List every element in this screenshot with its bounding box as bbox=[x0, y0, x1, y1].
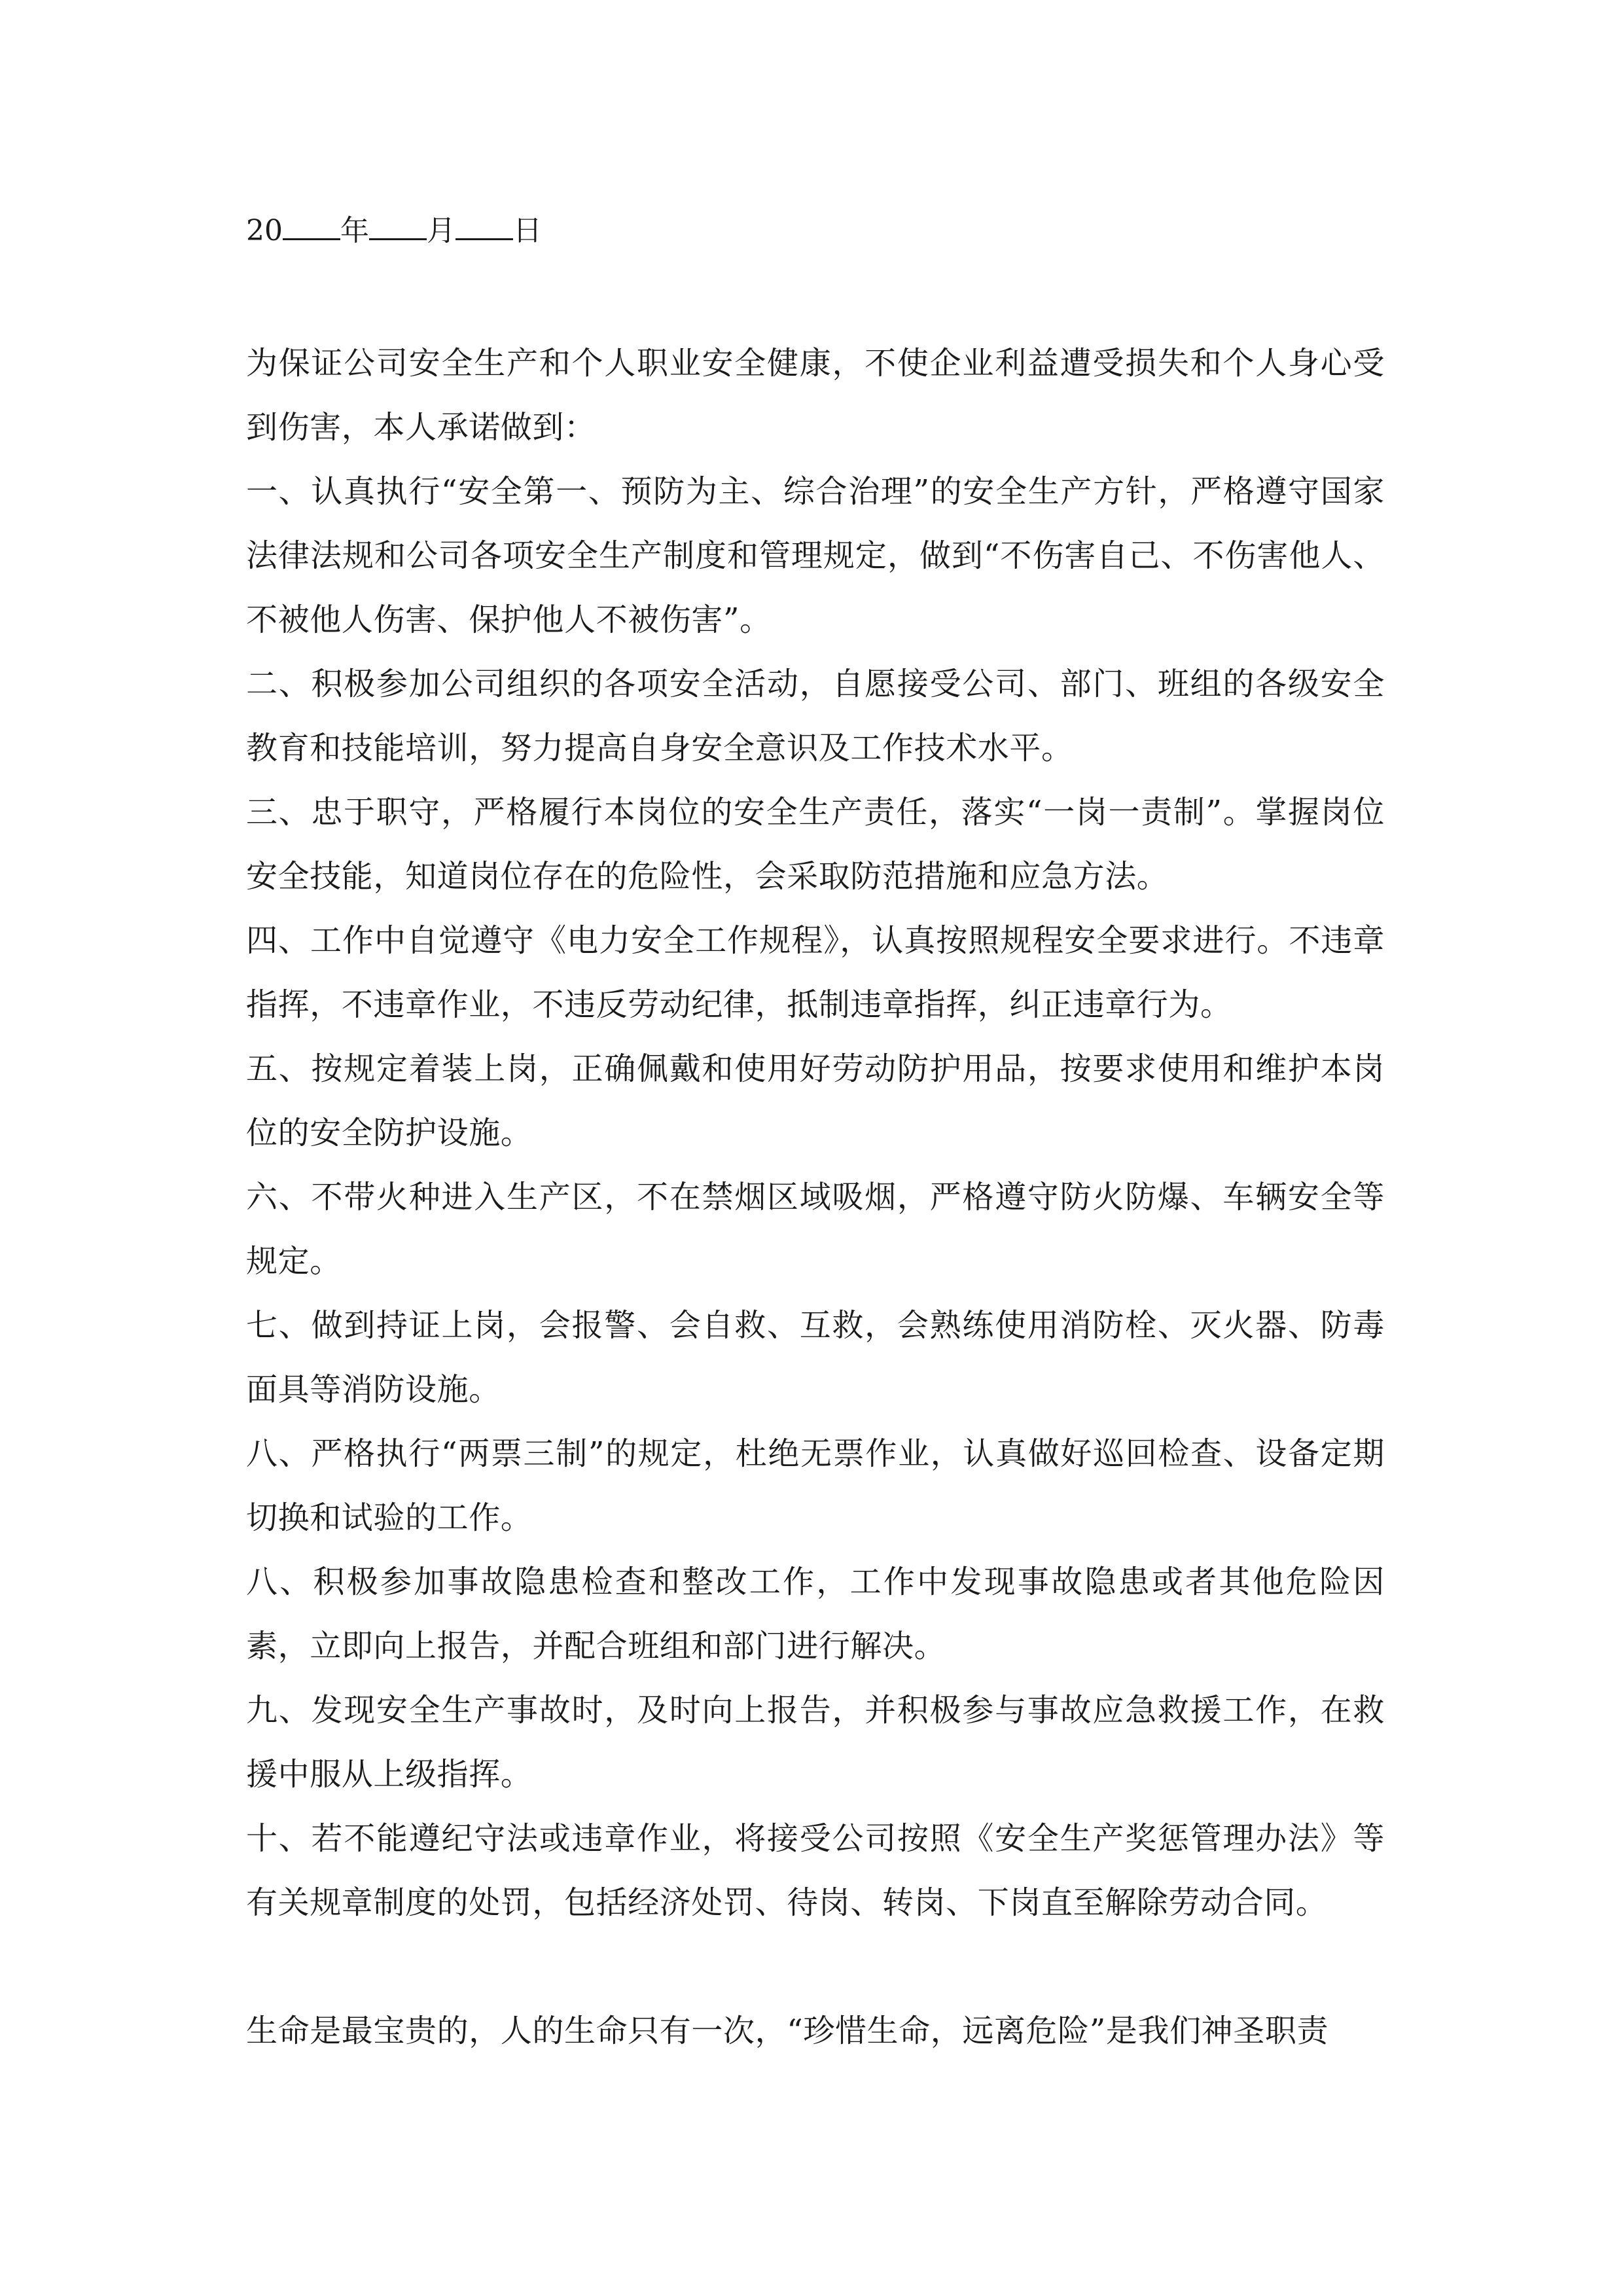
commitment-5: 五、按规定着装上岗，正确佩戴和使用好劳动防护用品，按要求使用和维护本岗位的安全防护设施。 bbox=[246, 1050, 1385, 1151]
date-month-label: 月 bbox=[427, 214, 455, 247]
commitment-9: 九、发现安全生产事故时，及时向上报告，并积极参与事故应急救援工作，在救援中服从上级指挥。 bbox=[246, 1692, 1385, 1793]
commitment-1: 一、认真执行“安全第一、预防为主、综合治理”的安全生产方针，严格遵守国家法律法规和公司各项安全生产制度和管理规定，做到“不伤害自己、不伤害他人、不被他人伤害、保护他人不被伤害”。 bbox=[246, 473, 1385, 638]
date-day-blank bbox=[455, 209, 513, 240]
date-year-label: 年 bbox=[340, 214, 369, 247]
commitment-4: 四、工作中自觉遵守《电力安全工作规程》，认真按照规程安全要求进行。不违章指挥，不违章作业，不违反劳动纪律，抵制违章指挥，纠正违章行为。 bbox=[246, 922, 1385, 1023]
date-month-blank bbox=[369, 209, 427, 240]
document-body bbox=[246, 209, 1385, 2063]
commitment-6: 六、不带火种进入生产区，不在禁烟区域吸烟，严格遵守防火防爆、车辆安全等规定。 bbox=[246, 1179, 1385, 1280]
intro-paragraph: 为保证公司安全生产和个人职业安全健康，不使企业利益遭受损失和个人身心受到伤害，本人承诺做到： bbox=[246, 345, 1385, 446]
commitment-8b: 八、积极参加事故隐患检查和整改工作，工作中发现事故隐患或者其他危险因素，立即向上报告，并配合班组和部门进行解决。 bbox=[246, 1564, 1385, 1664]
commitment-10: 十、若不能遵纪守法或违章作业，将接受公司按照《安全生产奖惩管理办法》等有关规章制度的处罚，包括经济处罚、待岗、转岗、下岗直至解除劳动合同。 bbox=[246, 1820, 1385, 1921]
closing-paragraph: 生命是最宝贵的，人的生命只有一次，“珍惜生命，远离危险”是我们神圣职责 bbox=[246, 2013, 1329, 2049]
date-year-blank bbox=[283, 209, 340, 240]
commitment-7: 七、做到持证上岗，会报警、会自救、互救，会熟练使用消防栓、灭火器、防毒面具等消防设施。 bbox=[246, 1307, 1385, 1408]
commitment-8: 八、严格执行“两票三制”的规定，杜绝无票作业，认真做好巡回检查、设备定期切换和试验的工作。 bbox=[246, 1435, 1385, 1536]
date-line bbox=[246, 209, 1385, 251]
date-year-prefix: 20 bbox=[246, 214, 283, 247]
commitment-2: 二、积极参加公司组织的各项安全活动，自愿接受公司、部门、班组的各级安全教育和技能培训，努力提高自身安全意识及工作技术水平。 bbox=[246, 666, 1385, 766]
commitment-3: 三、忠于职守，严格履行本岗位的安全生产责任，落实“一岗一责制”。掌握岗位安全技能，知道岗位存在的危险性，会采取防范措施和应急方法。 bbox=[246, 794, 1385, 895]
date-day-label: 日 bbox=[513, 214, 542, 247]
